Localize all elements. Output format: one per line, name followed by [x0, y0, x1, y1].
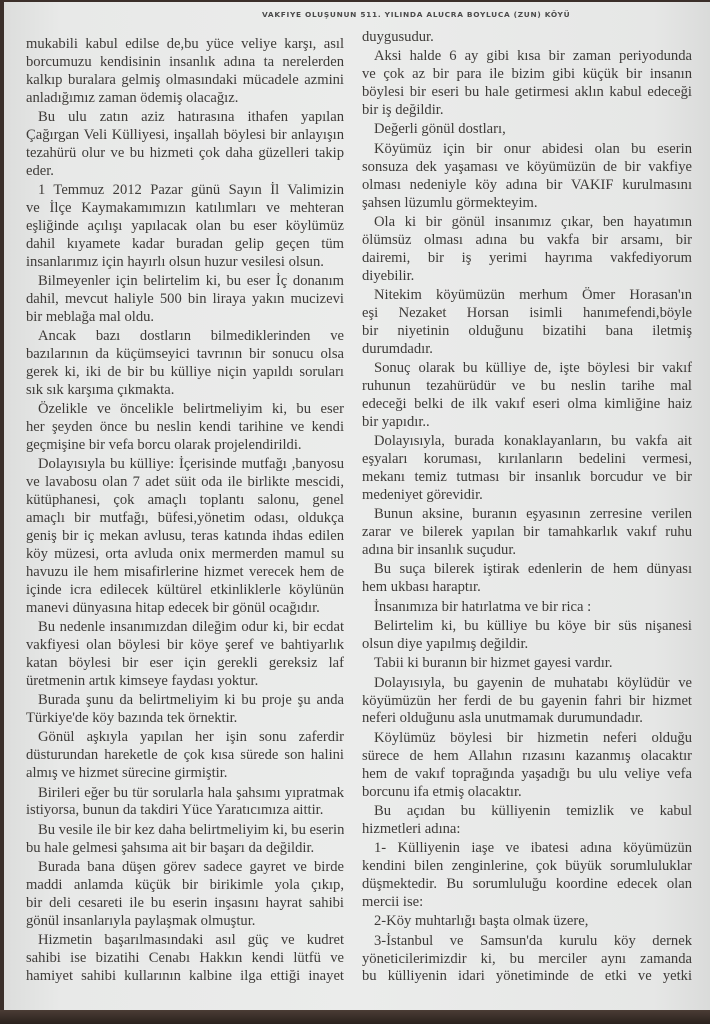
text-line: zarar ve bilerek yapılan bir tamahkarlık vakıf ruhu [362, 524, 692, 541]
text-line: ve lavabosu olan 7 adet süit oda ile birlikte mescidi, [26, 474, 344, 491]
text-line: dahil kıyamete kadar buradan gelip geçen tüm [26, 235, 344, 252]
text-line: 3-İstanbul ve Samsun'da kurulu köy dernek [374, 932, 692, 949]
text-line: ve İlçe Kaymakamımızın katılımları ve mehteran [26, 200, 344, 217]
text-line: Köylümüz böylesi bir hizmetin neferi olduğu [374, 729, 692, 746]
text-line: 1 Temmuz 2012 Pazar günü Sayın İl Valimizin [38, 182, 344, 199]
text-line: olması nedeniyle köy adına bir VAKIF kurulmasını [362, 176, 692, 193]
paragraph [362, 121, 692, 139]
text-line: mukabili kabul edilse de,bu yüce veliye karşı, asıl [26, 36, 344, 52]
text-line: bir iş değildir. [362, 102, 444, 119]
text-line: Sonuç olarak bu külliye de, işte böylesi bir vakıf [374, 360, 692, 377]
text-line: edeceği belki de ilk vakıf eseri olma kimliğine haiz [362, 395, 692, 412]
text-line: bu külliyenin idari yönetiminde de etki ve yetki [362, 968, 692, 985]
text-line: mercii ise: [362, 893, 424, 910]
text-line: yöneticilerimizdir ki, bu merciler aynı zamanda [362, 950, 692, 967]
paragraph [362, 913, 692, 931]
text-line: bir deli cesareti ile bu eserin inşasını hayrat sahibi [26, 894, 344, 911]
text-line: bir yapıdır.. [362, 413, 430, 430]
text-line: Belirtelim ki, bu külliye bu köye bir süs nişanesi [374, 618, 692, 634]
text-line: tezahürü olur ve bu hizmeti çok daha güzelleri takip [26, 144, 344, 161]
text-line: Dolayısıyla bu külliye: İçerisinde mutfağı ,banyosu [38, 456, 344, 473]
paragraph [362, 360, 692, 432]
text-line: düsturundan hareketle de çok kısa sürede son halini [26, 747, 344, 764]
text-line: insanlarımız için hayırlı olsun huzur vesilesi olsun. [26, 253, 324, 270]
paragraph [362, 675, 692, 729]
text-line: borcumuzu kendisinin insanlık adına ta nerelerden [26, 53, 344, 70]
text-line: Gönül aşkıyla yapılan her işin sonu zaferdir [38, 729, 344, 746]
text-line: diyebilir. [362, 267, 415, 284]
paragraph [362, 561, 692, 597]
text-line: bu hale gelmesi şahsıma ait bir başarı da değildir. [26, 839, 315, 856]
running-header: VAKFIYE OLUŞUNUN 511. YILINDA ALUCRA BOYLUCA (ZUN) KÖYÜ [262, 10, 571, 19]
text-line: kütüphanesi, çok amaçlı toplantı salonu, genel [26, 492, 344, 509]
text-line: hem de vakıf toprağında yaşadığı bu ulu veliye vefa [362, 765, 692, 782]
text-line: Bu ulu zatın aziz hatırasına ithafen yapılan [38, 109, 344, 126]
paragraph [362, 840, 692, 912]
text-line: köy müzesi, orta avluda onix mermerden mamul su [26, 545, 344, 562]
text-line: Hizmetin başarılmasındaki asıl güç ve kudret [38, 932, 344, 949]
text-line: Çağırgan Veli Külliyesi, inşallah böylesi bir anlayışın [26, 126, 344, 143]
text-line: böylesi bir eseri bu hale getirmesi aklın kabul edeceği [362, 84, 692, 101]
paragraph [362, 214, 692, 286]
text-line: eşyaları koruması, kırılanların bedelini vermesi, [362, 450, 692, 467]
text-line: sürece de hem Allahın rızasını kazanmış olacaktır [362, 747, 692, 764]
text-line: Burada bana düşen görev sadece gayret ve birde [38, 859, 344, 876]
right-column [362, 29, 692, 988]
paragraph [26, 401, 344, 455]
text-line: Ancak bazı dostların bilmediklerinden ve [38, 328, 344, 345]
paragraph [26, 729, 344, 783]
text-line: Aksi halde 6 ay gibi kısa bir zaman periyodunda [374, 48, 692, 65]
text-line: Bu vesile ile bir kez daha belirtmeliyim ki, bu eserin [38, 821, 344, 838]
paragraph [26, 273, 344, 327]
text-line: eder. [26, 162, 54, 179]
paragraph [362, 655, 692, 673]
paragraph [362, 287, 692, 359]
paragraph [26, 36, 344, 108]
text-line: Bunun aksine, buranın eşyasının zerresine verilen [374, 506, 692, 523]
text-line: sahibi ise bizatihi Cenabı Hakkın kendi lütfü ve [26, 950, 344, 967]
text-line: geçmişine bir vefa borcu olarak projelendirildi. [26, 437, 302, 454]
text-line: dahil, mevcut haliyle 500 bin liraya yakın mucizevi [26, 290, 344, 307]
text-line: maddi anlamda küçük bir birikimle yola çıkıp, [26, 876, 344, 893]
text-line: mekanı temiz tutması bir insanlık borcudur ve bir [362, 468, 692, 485]
paragraph [362, 48, 692, 120]
text-line: vakfiyesi olan böylesi bir köye şeref ve bahtiyarlık [26, 636, 344, 653]
paragraph [26, 182, 344, 271]
document-page [4, 2, 710, 1010]
text-line: duygusudur. [362, 29, 434, 45]
paragraph [362, 599, 692, 617]
text-line: almış ve hizmet sürecine girmiştir. [26, 765, 228, 782]
text-line: sonsuza dek yaşaması ve köyümüzün de bir vakfiye [362, 158, 692, 175]
text-line: Bilmeyenler için belirtelim ki, bu eser İç donanım [38, 273, 344, 290]
text-line: borcunu ifa etmiş olacaktır. [362, 783, 522, 800]
text-line: bir niyetinin olduğunu bizatihi bana iletmiş [362, 322, 692, 339]
text-line: Bu nedenle insanımızdan dileğim odur ki, bir ecdat [38, 619, 344, 635]
paragraph [362, 933, 692, 987]
text-line: Dolayısıyla, burada konaklayanların, bu vakfa ait [374, 433, 692, 450]
text-line: manevi dünyasına hitap edecek bir gönül ocağıdır. [26, 599, 320, 616]
paragraph [362, 433, 692, 505]
text-line: hem ukbası haraptır. [362, 579, 481, 596]
paragraph [26, 109, 344, 181]
text-line: anladığımız zaman ödemiş olacağız. [26, 89, 239, 106]
text-line: eşliğinde açılışı yapılacak olan bu eser köylümüz [26, 217, 344, 234]
text-line: ölümsüz olması adına bu vakfa bir arsamı, bir [362, 231, 692, 248]
text-line: Burada şunu da belirtmeliyim ki bu proje şu anda [38, 692, 344, 709]
text-line: İnsanımıza bir hatırlatma ve bir rica : [374, 598, 592, 615]
text-line: üretmenin artık kimseye faydası yoktur. [26, 672, 259, 689]
text-line: Bu suça bilerek iştirak edenlerin de hem dünyası [374, 561, 692, 578]
text-line: Birileri eğer bu tür sorularla hala şahsımı yıpratmak [38, 784, 344, 801]
paragraph [26, 456, 344, 617]
text-line: Ola ki bir gönül insanımız çıkar, ben hayatımın [374, 213, 692, 230]
text-line: Dolayısıyla, bu gayenin de muhatabı köylüdür ve [374, 674, 692, 691]
text-line: geniş bir iç mekan avlusu, teras katında ihdas edilen [26, 528, 344, 545]
paragraph [26, 328, 344, 400]
page-edge-shadow [0, 1010, 710, 1024]
text-line: Tabii ki buranın bir hizmet gayesi vardır. [374, 655, 613, 672]
text-line: gönül insanlarıyla paylaşmak olmuştur. [26, 912, 256, 929]
text-line: her şeyden önce bu neslin kendi tarihine ve kendi [26, 419, 344, 436]
text-line: gerek ki, iki de bir bu külliye niçin yapıldı soruları [26, 364, 344, 381]
text-line: Köyümüz için bir onur abidesi olan bu eserin [374, 140, 692, 157]
text-line: amaçlı bir mutfağı, büfesi,yönetim odası, oldukça [26, 510, 344, 527]
paragraph [26, 619, 344, 691]
text-line: durumdadır. [362, 340, 433, 357]
text-line: dairemi, bir iş yerimi hayrıma vakfediyorum [362, 249, 692, 266]
paragraph [26, 859, 344, 931]
paragraph [26, 692, 344, 728]
text-line: içinde icra edilecek kültürel etkinliklerle köylünün [26, 581, 344, 598]
paragraph [362, 29, 692, 47]
text-line: istiyorsa, bunun da takdiri Yüce Yaratıcımıza aittir. [26, 802, 324, 819]
text-line: düşmektedir. Bu sorumluluğu koordine edecek olan [362, 875, 692, 892]
text-line: adına bir insanlık suçudur. [362, 541, 517, 558]
paragraph [26, 822, 344, 858]
paragraph [362, 141, 692, 213]
text-line: ruhunun tezahürüdür ve bu neslin tarihe mal [362, 377, 692, 394]
text-line: bir meblağa mal oldu. [26, 308, 155, 325]
text-line: bazılarının da küçümseyici tavrının bir sonucu olsa [26, 346, 344, 363]
text-line: Değerli gönül dostları, [374, 121, 506, 138]
text-line: Nitekim köyümüzün merhum Ömer Horasan'ın [374, 286, 692, 303]
text-line: Özelikle ve öncelikle belirtmeliyim ki, bu eser [38, 401, 344, 418]
text-line: Bu açıdan bu külliyenin temizlik ve kabul [374, 802, 692, 819]
text-line: ve çok az bir para ile bizim gibi küçük bir insanın [362, 66, 692, 83]
text-line: neferi olduğunu asla unutmamak durumundadır. [362, 710, 643, 727]
text-line: katan böylesi bir eser için gerekli gereksiz laf [26, 654, 344, 671]
paragraph [26, 932, 344, 986]
left-column [26, 36, 344, 987]
text-line: sık sık karşıma çıkmakta. [26, 381, 175, 398]
paragraph [362, 803, 692, 839]
text-line: hamiyet sahibi kullarının kalbine ilga ettiği inayet [26, 967, 344, 984]
text-line: kendini bilen zenginlerine, çok büyük sorumluluklar [362, 858, 692, 875]
text-line: köyümüzün her ferdi de bu gayenin fahri bir hizmet [362, 692, 692, 709]
text-line: 2-Köy muhtarlığı başta olmak üzere, [374, 913, 589, 930]
paragraph [362, 618, 692, 654]
paragraph [362, 730, 692, 802]
paragraph [26, 785, 344, 821]
text-line: medeniyet görevidir. [362, 486, 483, 503]
paragraph [362, 506, 692, 560]
text-line: havuzu ile hem misafirlerine hizmet verecek hem de [26, 563, 344, 580]
text-line: olsun diye yapılmış değildir. [362, 635, 529, 652]
text-line: hizmetleri adına: [362, 820, 461, 837]
text-line: şahsen lüzumlu görmekteyim. [362, 194, 538, 211]
text-line: kalkıp buralara gelmiş olmasındaki mücadele azmini [26, 71, 344, 88]
text-line: eşi Nezaket Horsan isimli hanımefendi,böyle [362, 304, 692, 321]
text-line: Türkiye'de köy bazında tek örnektir. [26, 709, 238, 726]
text-line: 1- Külliyenin iaşe ve ibatesi adına köyümüzün [374, 840, 692, 857]
